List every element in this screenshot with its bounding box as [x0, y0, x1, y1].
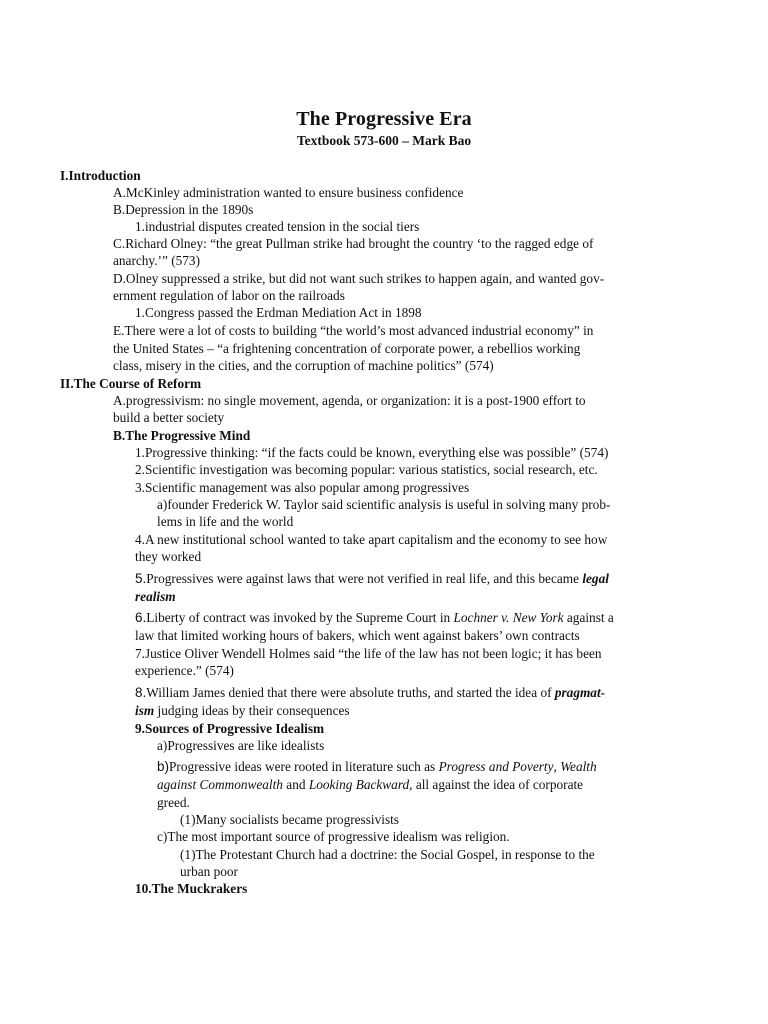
item-text: William James denied that there were absolute truths, and started the idea of [146, 685, 555, 700]
document-title: The Progressive Era [296, 108, 472, 130]
outline-item-continued: ernment regulation of labor on the railroads [113, 288, 345, 303]
outline-item: A.progressivism: no single movement, agenda, or organization: it is a post-1900 effort to [113, 393, 586, 408]
outline-item-lochner [135, 609, 614, 626]
outline-item: 1.Progressive thinking: “if the facts could be known, everything else was possible” (574) [135, 445, 609, 460]
outline-item: 3.Scientific management was also popular among progressives [135, 480, 470, 495]
item-text: and [282, 777, 309, 792]
item-number: 5. [135, 571, 147, 586]
outline-item: A.McKinley administration wanted to ensure business confidence [113, 185, 464, 200]
outline-item-continued: the United States – “a frightening concentration of corporate power, a rebellios working [113, 341, 581, 356]
emphasis-term: pragmat- [554, 685, 606, 700]
item-number: 8. [135, 685, 147, 700]
book-title: Progress and Poverty [438, 759, 554, 774]
subheading-progressive-mind: B.The Progressive Mind [113, 428, 251, 443]
outline-item: 7.Justice Oliver Wendell Holmes said “the life of the law has not been logic; it has been [135, 646, 602, 661]
item-text: Liberty of contract was invoked by the Supreme Court in [146, 610, 454, 625]
outline-item-continued: greed. [157, 795, 190, 810]
book-title: Looking Backward [308, 777, 410, 792]
item-number: b) [157, 759, 170, 774]
outline-item: 2.Scientific investigation was becoming popular: various statistics, social research, etc. [135, 462, 598, 477]
emphasis-term: realism [135, 589, 176, 604]
outline-item-continued: experience.” (574) [135, 663, 234, 678]
subheading-muckrakers: 10.The Muckrakers [135, 881, 248, 896]
book-title: against Commonwealth [157, 777, 283, 792]
outline-item-literature [157, 758, 597, 775]
outline-item-continued: law that limited working hours of bakers, which went against bakers’ own contracts [135, 628, 580, 643]
outline-item: 4.A new institutional school wanted to take apart capitalism and the economy to see how [135, 532, 608, 547]
outline-item-legal-realism [135, 570, 609, 587]
emphasis-term: ism [135, 703, 155, 718]
item-text: judging ideas by their consequences [154, 703, 350, 718]
outline-item-continued: urban poor [180, 864, 238, 879]
outline-item: D.Olney suppressed a strike, but did not want such strikes to happen again, and wanted gov- [113, 271, 605, 286]
outline-item-continued: lems in life and the world [157, 514, 294, 529]
outline-item: a)Progressives are like idealists [157, 738, 325, 753]
outline-item-continued: they worked [135, 549, 202, 564]
outline-item: (1)The Protestant Church had a doctrine: the Social Gospel, in response to the [180, 847, 595, 862]
outline-item: (1)Many socialists became progressivists [180, 812, 399, 827]
outline-item: C.Richard Olney: “the great Pullman strike had brought the country ‘to the ragged edge of [113, 236, 594, 251]
subheading-progressive-idealism: 9.Sources of Progressive Idealism [135, 721, 325, 736]
outline-item: a)founder Frederick W. Taylor said scientific analysis is useful in solving many prob- [157, 497, 611, 512]
item-text: , [553, 759, 561, 774]
item-text: Progressives were against laws that were not verified in real life, and this became [146, 571, 583, 586]
outline-item: E.There were a lot of costs to building “the world’s most advanced industrial economy” in [113, 323, 594, 338]
outline-item: B.Depression in the 1890s [113, 202, 254, 217]
outline-item: c)The most important source of progressive idealism was religion. [157, 829, 510, 844]
book-title: Wealth [560, 759, 597, 774]
case-name: Lochner v. New York [453, 610, 564, 625]
outline-item-continued: anarchy.’” (573) [113, 253, 200, 268]
item-text: , all against the idea of corporate [409, 777, 584, 792]
heading-course-of-reform: II.The Course of Reform [60, 376, 202, 391]
item-text: Progressive ideas were rooted in literature such as [169, 759, 439, 774]
outline-item: 1.Congress passed the Erdman Mediation Act in 1898 [135, 305, 422, 320]
item-text: against a [563, 610, 614, 625]
outline-item-pragmatism [135, 684, 605, 701]
emphasis-term: legal [582, 571, 609, 586]
outline-item-continued [135, 702, 350, 719]
outline-item-continued: class, misery in the cities, and the corruption of machine politics” (574) [113, 358, 494, 373]
heading-introduction: I.Introduction [60, 168, 141, 183]
outline-item: 1.industrial disputes created tension in the social tiers [135, 219, 420, 234]
item-number: 6. [135, 610, 147, 625]
outline-item-continued [157, 776, 583, 793]
document-subtitle: Textbook 573-600 – Mark Bao [296, 133, 472, 148]
outline-item-continued: build a better society [113, 410, 225, 425]
